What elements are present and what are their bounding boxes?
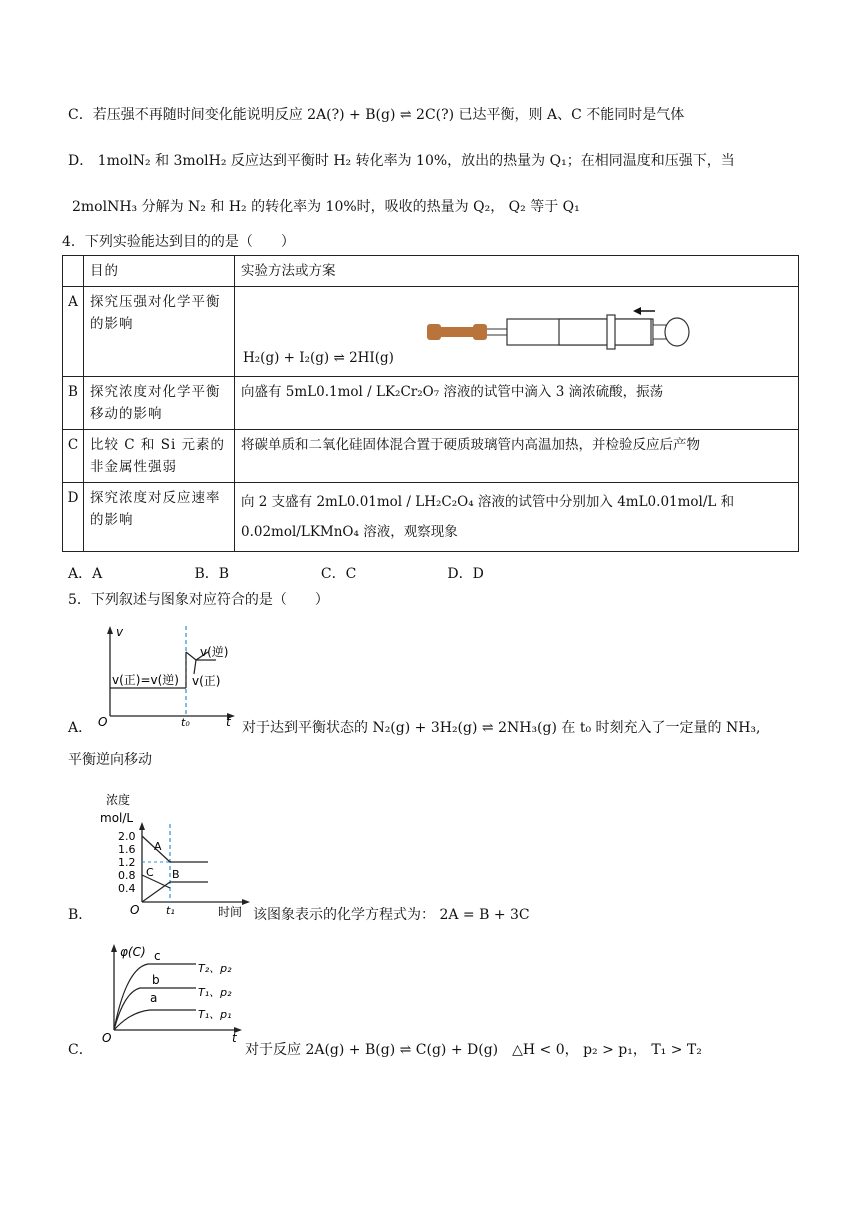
graph-b-b-label: B (172, 868, 180, 881)
question-4-answers (68, 563, 484, 583)
graph-c-c-label: c (154, 949, 161, 963)
graph-a-t0: t₀ (181, 716, 190, 727)
option-5b-label: B． (68, 907, 93, 923)
option-5c-label: C． (68, 1042, 93, 1058)
answer-d: D．D (447, 566, 484, 582)
graph-a-eq-label: v(正)=v(逆) (112, 673, 179, 687)
graph-b-t1: t₁ (166, 904, 175, 917)
option-d-line-2: 2molNH₃ 分解为 N₂ 和 H₂ 的转化率为 10%时，吸收的热量为 Q₂， Q₂ 等于 Q₁ (72, 199, 580, 215)
graph-b-tick: 2.0 (118, 830, 136, 843)
graph-b-tick: 1.6 (118, 843, 136, 856)
answer-c: C．C (320, 566, 357, 582)
row-purpose: 探究压强对化学平衡的影响 (84, 287, 235, 377)
graph-c-b-label: b (152, 973, 160, 987)
graph-a-v-label: v (116, 625, 124, 639)
table-header-purpose: 目的 (84, 256, 235, 287)
graph-b-c-label: C (146, 866, 154, 879)
graph-c-series-label: T₂、p₂ (198, 962, 232, 975)
row-key: D (63, 483, 84, 552)
experiment-table (62, 255, 799, 552)
row-method (235, 287, 799, 377)
syringe-icon (427, 305, 697, 355)
answer-a: A．A (68, 566, 103, 582)
graph-a-rev-label: v(逆) (200, 645, 229, 659)
graph-a-fwd-label: v(正) (192, 674, 221, 688)
row-key: C (63, 430, 84, 483)
graph-b-tick: 0.4 (118, 882, 136, 895)
option-5a-label: A． (68, 720, 93, 736)
graph-c-origin: O (102, 1031, 112, 1045)
graph-a (96, 622, 241, 727)
row-purpose: 探究浓度对反应速率的影响 (84, 483, 235, 552)
option-5b-text: 该图象表示的化学方程式为： 2A = B + 3C (253, 907, 530, 923)
graph-b-tick: 1.2 (118, 856, 136, 869)
graph-b-ylabel-1: 浓度 (106, 793, 131, 807)
table-row (63, 287, 799, 377)
graph-b-xlabel: 时间 (218, 905, 243, 919)
row-key: B (63, 377, 84, 430)
answer-b: B．B (194, 566, 230, 582)
row-method: 向 2 支盛有 2mL0.01mol / LH₂C₂O₄ 溶液的试管中分别加入 4mL0.01mol/L 和 0.02mol/LKMnO₄ 溶液，观察现象 (235, 483, 799, 552)
graph-c-ylabel: φ(C) (120, 945, 146, 959)
option-5a-text: 对于达到平衡状态的 N₂(g) + 3H₂(g) ⇌ 2NH₃(g) 在 t₀ 时刻充入了一定量的 NH₃, (242, 720, 761, 736)
graph-b-tick: 0.8 (118, 869, 136, 882)
row-method: 向盛有 5mL0.1mol / LK₂Cr₂O₇ 溶液的试管中滴入 3 滴浓硫酸，振荡 (235, 377, 799, 430)
row-purpose: 探究浓度对化学平衡移动的影响 (84, 377, 235, 430)
question-4-stem: 4．下列实验能达到目的的是（ ） (62, 234, 295, 250)
graph-b-a-label: A (154, 840, 162, 853)
graph-a-t-label: t (226, 715, 231, 727)
table-header-row (63, 256, 799, 287)
graph-b-ylabel-2: mol/L (100, 811, 134, 825)
option-c-line: C．若压强不再随时间变化能说明反应 2A(?) + B(g) ⇌ 2C(?) 已达平衡，则 A、C 不能同时是气体 (68, 107, 685, 123)
graph-c (96, 940, 246, 1045)
row-method: 将碳单质和二氧化硅固体混合置于硬质玻璃管内高温加热，并检验反应后产物 (235, 430, 799, 483)
table-row (63, 377, 799, 430)
option-d-line-1: D． 1molN₂ 和 3molH₂ 反应达到平衡时 H₂ 转化率为 10%，放出的热量为 Q₁；在相同温度和压强下，当 (68, 153, 735, 169)
graph-c-t-label: t (232, 1031, 237, 1045)
graph-a-origin: O (98, 715, 108, 727)
graph-c-a-label: a (150, 991, 158, 1005)
row-purpose: 比较 C 和 Si 元素的非金属性强弱 (84, 430, 235, 483)
question-5-stem: 5．下列叙述与图象对应符合的是（ ） (68, 592, 329, 608)
graph-c-series-label: T₁、p₁ (198, 1008, 232, 1021)
row-a-equation: H₂(g) + I₂(g) ⇌ 2HI(g) (243, 350, 394, 366)
graph-b-origin: O (130, 903, 140, 917)
row-key: A (63, 287, 84, 377)
table-header-method: 实验方法或方案 (235, 256, 799, 287)
table-header-empty (63, 256, 84, 287)
table-row (63, 430, 799, 483)
graph-b (96, 790, 256, 920)
option-5c-text: 对于反应 2A(g) + B(g) ⇌ C(g) + D(g) △H < 0， p₂ > p₁， T₁ > T₂ (245, 1042, 702, 1058)
table-row (63, 483, 799, 552)
graph-c-series-label: T₁、p₂ (198, 986, 232, 999)
option-5a-text-2: 平衡逆向移动 (68, 752, 152, 768)
